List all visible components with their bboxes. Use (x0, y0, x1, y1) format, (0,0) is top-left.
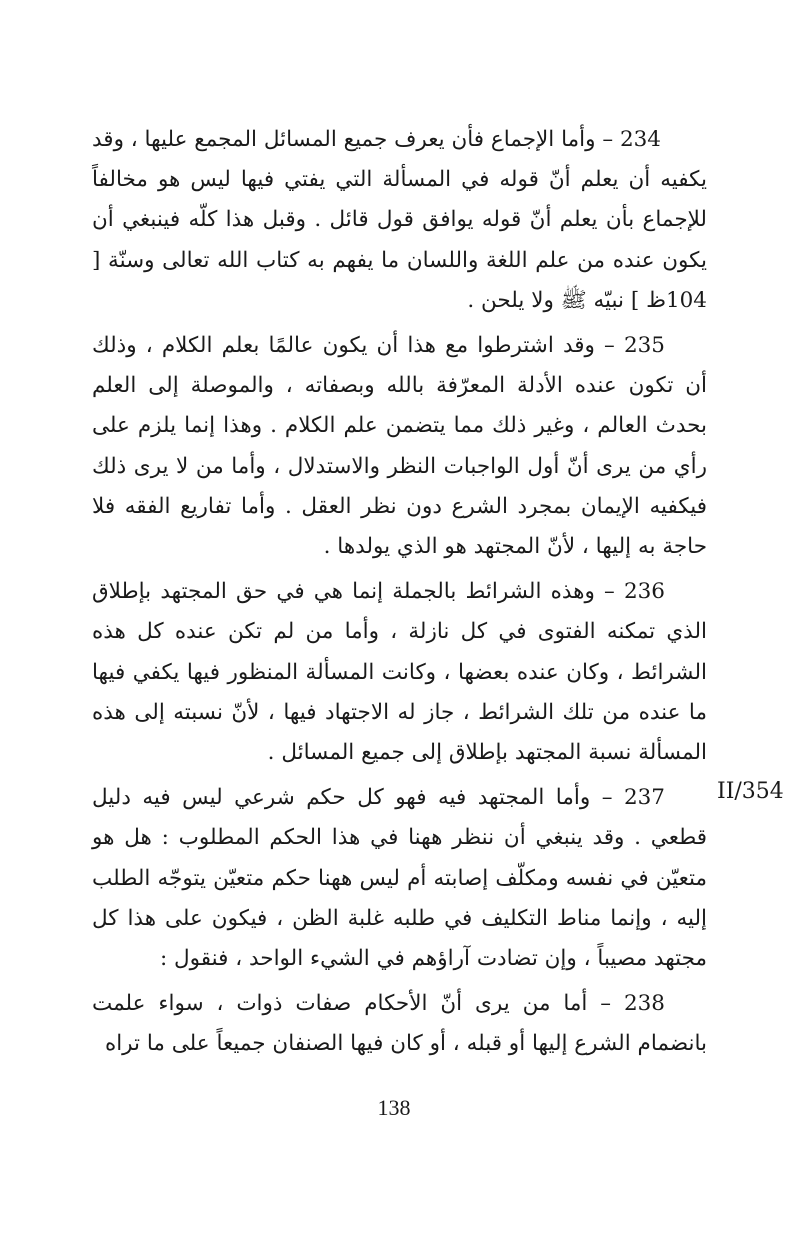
paragraph-235: 235 – وقد اشترطوا مع هذا أن يكون عالمًا بعلم الكلام ، وذلك أن تكون عنده الأدلة المعرّفة بالله وبصفاته ، والموصلة إلى العلم بحدث العالم ، وغير ذلك مما يتضمن علم الكلام . وهذا إنما يلزم على رأي من يرى أنّ أول الواجبات النظر والاستدلال ، وأما من لا يرى ذلك فيكفيه الإيمان بمجرد الشرع دون نظر العقل . وأما تفاريع الفقه فلا حاجة به إليها ، لأنّ المجتهد هو الذي يولدها . (92, 333, 707, 560)
paragraph-237: 237 – وأما المجتهد فيه فهو كل حكم شرعي ليس فيه دليل قطعي . وقد ينبغي أن ننظر ههنا في هذا الحكم المطلوب : هل هو متعيّن في نفسه ومكلّف إصابته أم ليس ههنا حكم متعيّن يتوجّه الطلب إليه ، وإنما مناط التكليف في طلبه غلبة الظن ، فيكون على هذا كل مجتهد مصيباً ، وإن تضادت آراؤهم في الشيء الواحد ، فنقول : (92, 785, 707, 972)
paragraph-238: 238 – أما من يرى أنّ الأحكام صفات ذوات ، سواء علمت بانضمام الشرع إليها أو قبله ، أو كان فيها الصنفان جميعاً على ما تراه (92, 991, 707, 1057)
page-number: 138 (377, 1095, 411, 1120)
paragraph-236: 236 – وهذه الشرائط بالجملة إنما هي في حق المجتهد بإطلاق الذي تمكنه الفتوى في كل نازلة ، وأما من لم تكن عنده كل هذه الشرائط ، وكان عنده بعضها ، وكانت المسألة المنظور فيها يكفي فيها ما عنده من تلك الشرائط ، جاز له الاجتهاد فيها ، لأنّ نسبته إلى هذه المسألة نسبة المجتهد بإطلاق إلى جميع المسائل . (92, 579, 707, 766)
paragraph-234: 234 – وأما الإجماع فأن يعرف جميع المسائل المجمع عليها ، وقد يكفيه أن يعلم أنّ قوله في المسألة التي يفتي فيها ليس هو مخالفاً للإجماع بأن يعلم أنّ قوله يوافق قول قائل . وقبل هذا كلّه فينبغي أن يكون عنده من علم اللغة واللسان ما يفهم به كتاب الله تعالى وسنّة [ 104ظ ] نبيّه ﷺ ولا يلحن . (92, 127, 707, 313)
margin-reference: II/354 (717, 779, 784, 804)
main-text (92, 120, 707, 1065)
